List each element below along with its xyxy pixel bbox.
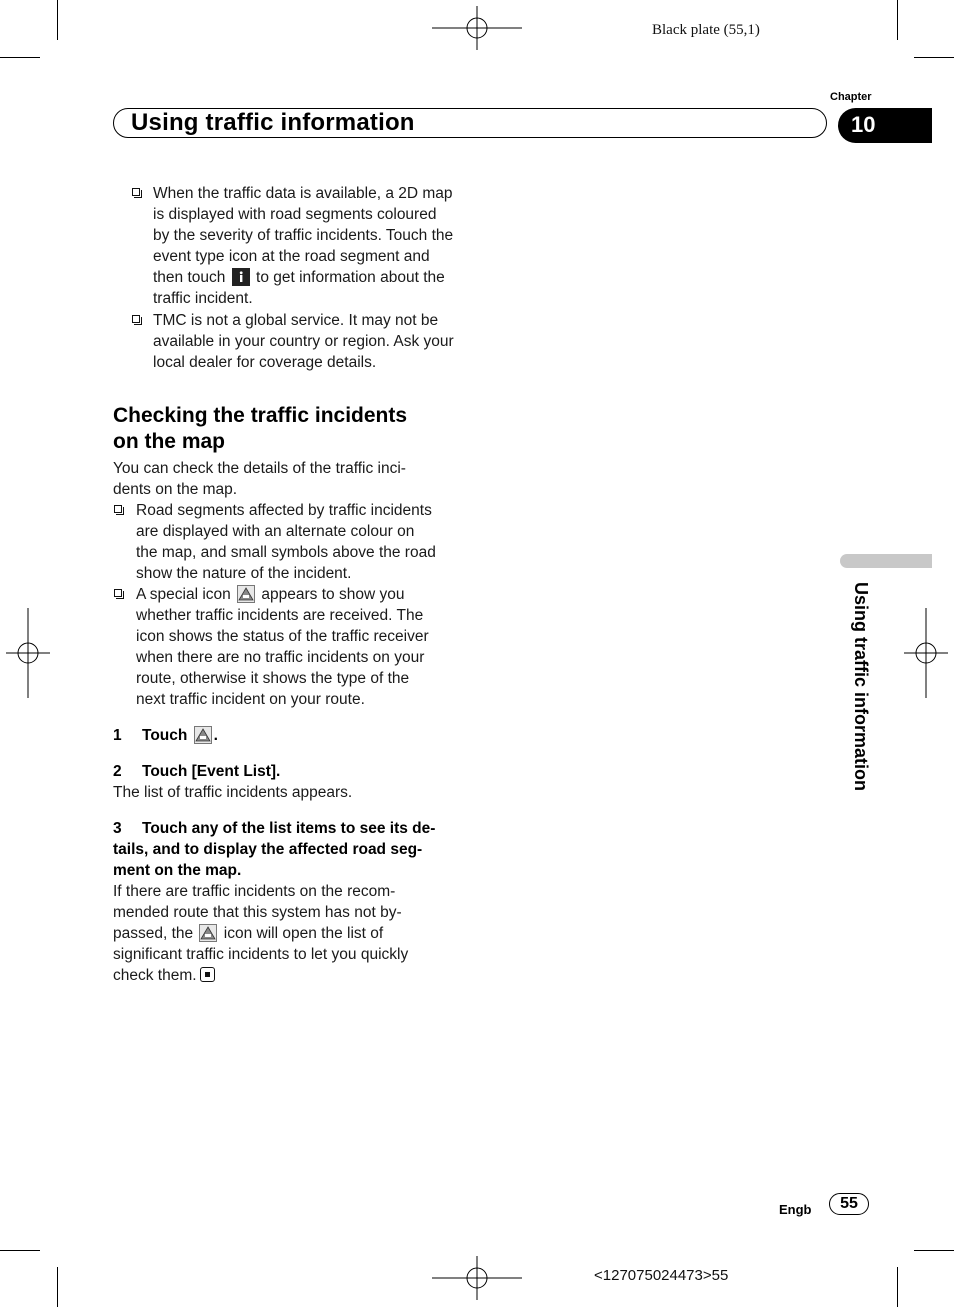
section-intro	[113, 458, 463, 500]
step-text: Touch	[142, 727, 188, 744]
plate-label: Black plate (55,1)	[652, 22, 760, 38]
bullet-1	[136, 500, 466, 584]
section-heading-line: on the map	[113, 430, 226, 453]
bullet-2-line: route, otherwise it shows the type of the	[136, 670, 410, 687]
note-2-line: available in your country or region. Ask your	[153, 333, 454, 350]
note-1-line: When the traffic data is available, a 2D map	[153, 185, 453, 202]
document-code: <127075024473>55	[594, 1267, 729, 1284]
bullet-2-text: appears to show you	[261, 586, 405, 603]
note-2	[153, 310, 463, 373]
step-1	[113, 725, 218, 746]
note-2-line: TMC is not a global service. It may not be	[153, 312, 439, 329]
section-heading	[113, 403, 463, 455]
step-3-desc-text: check them.	[113, 967, 197, 984]
crop-mark	[0, 1250, 40, 1251]
end-of-section-icon	[200, 967, 215, 982]
crop-mark	[0, 57, 40, 58]
step-number: 3	[113, 820, 122, 837]
registration-mark-icon	[432, 1256, 522, 1300]
traffic-warning-icon	[194, 726, 212, 744]
note-bullet-icon	[132, 188, 140, 196]
bullet-2-line: icon shows the status of the traffic receiver	[136, 628, 429, 645]
bullet-2-line: whether traffic incidents are received. The	[136, 607, 424, 624]
crop-mark	[897, 1267, 898, 1307]
note-1-line: is displayed with road segments coloured	[153, 206, 437, 223]
bullet-2	[136, 584, 466, 710]
traffic-warning-icon	[199, 924, 217, 942]
intro-line: dents on the map.	[113, 481, 238, 498]
crop-mark	[897, 0, 898, 40]
step-number: 1	[113, 727, 122, 744]
registration-mark-icon	[432, 6, 522, 50]
bullet-2-line	[136, 584, 466, 605]
bullet-2-line: when there are no traffic incidents on your	[136, 649, 425, 666]
step-2-description: The list of traffic incidents appears.	[113, 784, 353, 801]
bullet-1-line: are displayed with an alternate colour on	[136, 523, 415, 540]
step-3-desc-line	[113, 923, 463, 944]
bullet-2-line: next traffic incident on your route.	[136, 691, 365, 708]
section-heading-line: Checking the traffic incidents	[113, 404, 408, 427]
step-3-desc-line: If there are traffic incidents on the recom-	[113, 883, 396, 900]
registration-mark-icon	[904, 608, 948, 698]
step-text: .	[213, 727, 218, 744]
step-2	[113, 761, 280, 782]
info-icon	[232, 268, 250, 286]
note-1-line	[153, 267, 463, 288]
step-text: Touch any of the list items to see its de-	[142, 820, 436, 837]
list-bullet-icon	[114, 505, 122, 513]
bullet-2-text: A special icon	[136, 586, 231, 603]
note-2-line: local dealer for coverage details.	[153, 354, 377, 371]
chapter-number: 10	[851, 112, 876, 137]
step-3-line: ment on the map.	[113, 862, 242, 879]
side-tab-marker	[840, 554, 932, 568]
page-number: 55	[829, 1193, 869, 1215]
note-1-text: then touch	[153, 269, 226, 286]
bullet-1-line: Road segments affected by traffic incidents	[136, 502, 432, 519]
traffic-warning-icon	[237, 585, 255, 603]
step-3-line: tails, and to display the affected road seg-	[113, 841, 423, 858]
step-3-line	[113, 818, 463, 839]
registration-mark-icon	[6, 608, 50, 698]
step-3-desc-text: passed, the	[113, 925, 194, 942]
crop-mark	[57, 1267, 58, 1307]
section-title: Using traffic information	[131, 109, 415, 136]
list-bullet-icon	[114, 589, 122, 597]
side-tab-label: Using traffic information	[851, 582, 871, 792]
crop-mark	[914, 1250, 954, 1251]
step-3	[113, 818, 463, 881]
bullet-1-line: show the nature of the incident.	[136, 565, 352, 582]
note-1-text: to get information about the	[256, 269, 445, 286]
step-3-desc-line: mended route that this system has not by-	[113, 904, 402, 921]
step-3-desc-text: icon will open the list of	[223, 925, 384, 942]
bullet-1-line: the map, and small symbols above the road	[136, 544, 436, 561]
crop-mark	[914, 57, 954, 58]
step-text: Touch [Event List].	[142, 763, 281, 780]
chapter-label: Chapter	[830, 91, 872, 103]
crop-mark	[57, 0, 58, 40]
note-1-line: traffic incident.	[153, 290, 253, 307]
intro-line: You can check the details of the traffic inci-	[113, 460, 406, 477]
step-3-desc-line: significant traffic incidents to let you quickly	[113, 946, 409, 963]
note-1	[153, 183, 463, 309]
step-3-desc-line	[113, 965, 463, 986]
note-1-line: event type icon at the road segment and	[153, 248, 430, 265]
step-3-description	[113, 881, 463, 986]
step-number: 2	[113, 763, 122, 780]
note-1-line: by the severity of traffic incidents. Touch the	[153, 227, 454, 244]
language-label: Engb	[779, 1202, 812, 1217]
note-bullet-icon	[132, 315, 140, 323]
